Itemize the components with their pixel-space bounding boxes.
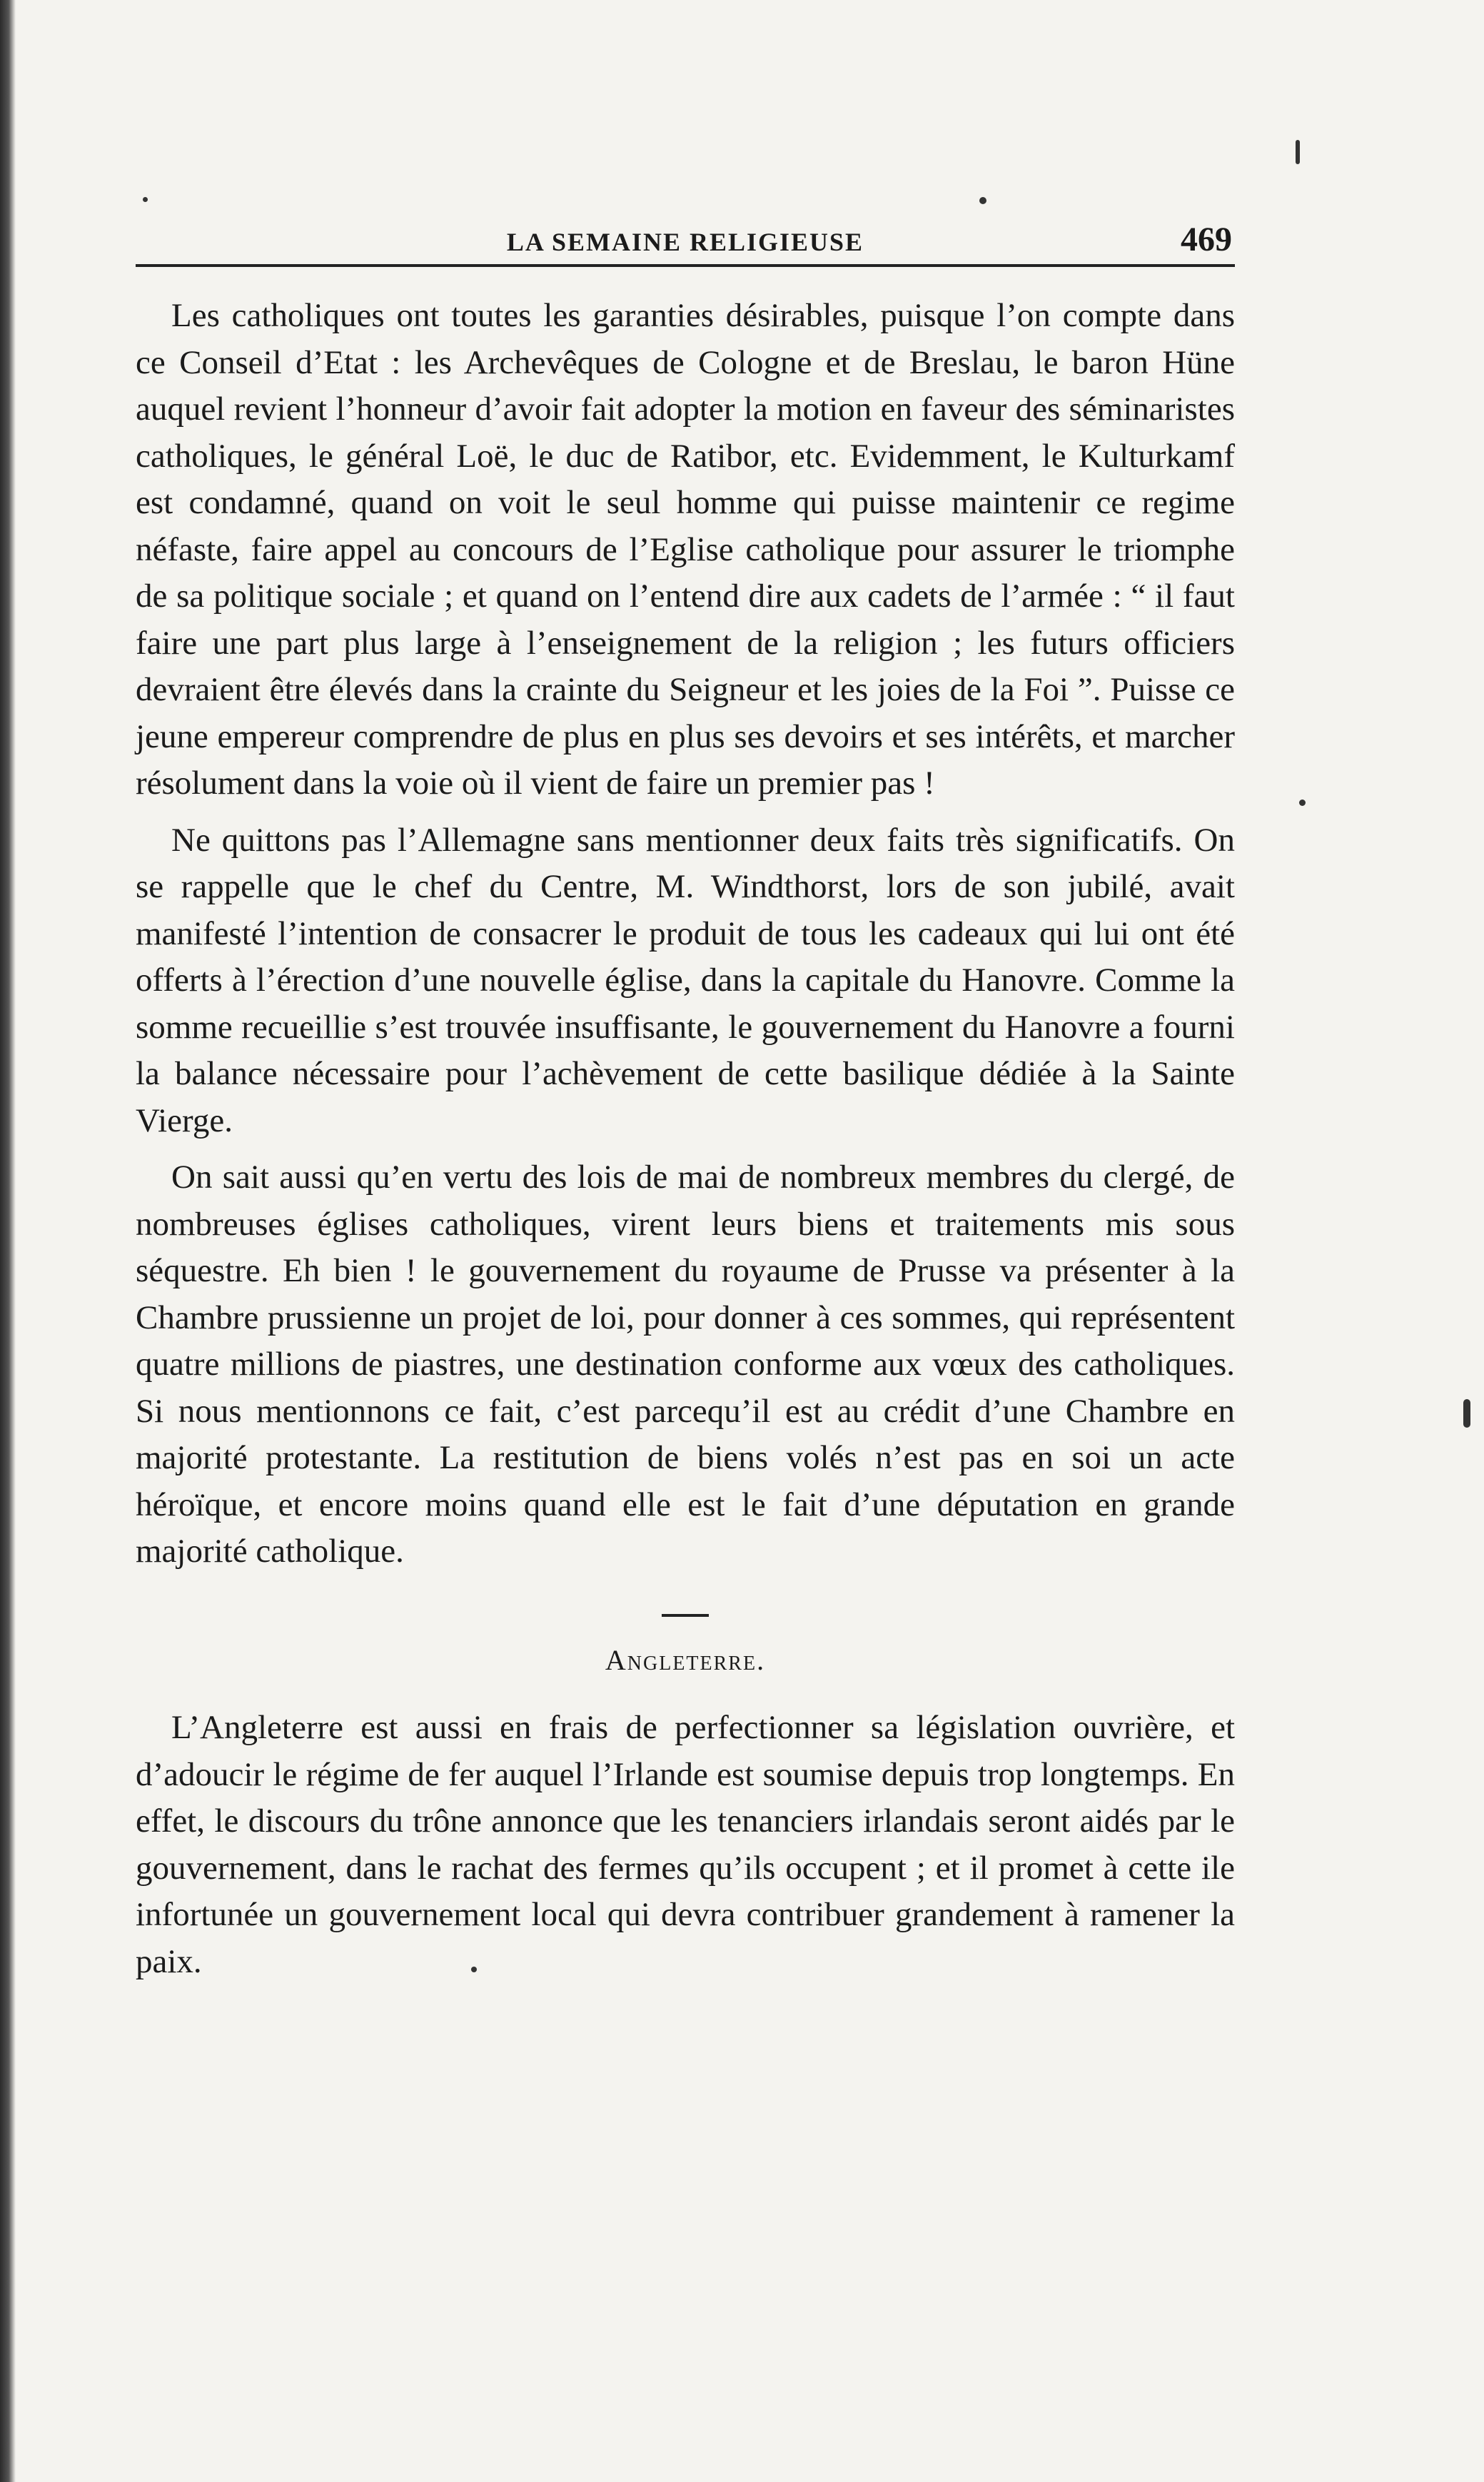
- running-title: LA SEMAINE RELIGIEUSE: [506, 228, 864, 256]
- section-divider: [662, 1614, 709, 1617]
- scan-speck: [1463, 1399, 1470, 1428]
- page-header: [136, 214, 1235, 267]
- scan-speck: [979, 197, 986, 204]
- page: [136, 214, 1235, 1995]
- scan-speck: [1296, 140, 1300, 164]
- scan-speck: [1299, 799, 1306, 806]
- paragraph-2: Ne quittons pas l’Allemagne sans mentionner deux faits très significatifs. On se rappelle que le chef du Centre, M. Windthorst, lors de son jubilé, avait manifesté l’intention de consacrer le produit de tous les cadeaux qui lui ont été offerts à l’érection d’une nouvelle église, dans la capitale du Hanovre. Comme la somme recueillie s’est trouvée insuffisante, le gouvernement du Hanovre a fourni la balance nécessaire pour l’achèvement de cette basilique dédiée à la Sainte Vierge.: [136, 821, 1235, 1139]
- page-number: 469: [1181, 221, 1232, 258]
- book-spine-shadow: [0, 0, 16, 2482]
- paragraph-4: L’Angleterre est aussi en frais de perfectionner sa législation ouvrière, et d’adoucir le régime de fer auquel l’Irlande est soumise depuis trop longtemps. En effet, le discours du trône annonce que les tenanciers irlandais seront aidés par le gouvernement, dans le rachat des fermes qu’ils occupent ; et il promet à cette ile infortunée un gouvernement local qui devra contribuer grandement à ramener la paix.: [136, 1709, 1235, 1980]
- scan-speck: [471, 1967, 477, 1972]
- paragraph-1: Les catholiques ont toutes les garanties désirables, puisque l’on compte dans ce Conseil d’Etat : les Archevêques de Cologne et de Breslau, le baron Hüne auquel revient l’honneur d’avoir fait adopter la motion en faveur des séminaristes catholiques, le général Loë, le duc de Ratibor, etc. Evidemment, le Kulturkamf est condamné, quand on voit le seul homme qui puisse maintenir ce regime néfaste, faire appel au concours de l’Eglise catholique pour assurer le triomphe de sa politique sociale ; et quand on l’entend dire aux cadets de l’armée : “ il faut faire une part plus large à l’enseignement de la religion ; les futurs officiers devraient être élevés dans la crainte du Seigneur et les joies de la Foi ”. Puisse ce jeune empereur comprendre de plus en plus ses devoirs et ses intérêts, et marcher résolument dans la voie où il vient de faire un premier pas !: [136, 297, 1235, 802]
- section-heading: Angleterre.: [605, 1643, 766, 1676]
- paragraph-3: On sait aussi qu’en vertu des lois de mai de nombreux membres du clergé, de nombreuses églises catholiques, virent leurs biens et traitements mis sous séquestre. Eh bien ! le gouvernement du royaume de Prusse va présenter à la Chambre prussienne un projet de loi, pour donner à ces sommes, qui représentent quatre millions de piastres, une destination conforme aux vœux des catholiques. Si nous mentionnons ce fait, c’est parcequ’il est au crédit d’une Chambre en majorité protestante. La restitution de biens volés n’est pas en soi un acte héroïque, et encore moins quand elle est le fait d’une députation en grande majorité catholique.: [136, 1159, 1235, 1570]
- scan-speck: [143, 197, 148, 202]
- body-text: [136, 293, 1235, 1985]
